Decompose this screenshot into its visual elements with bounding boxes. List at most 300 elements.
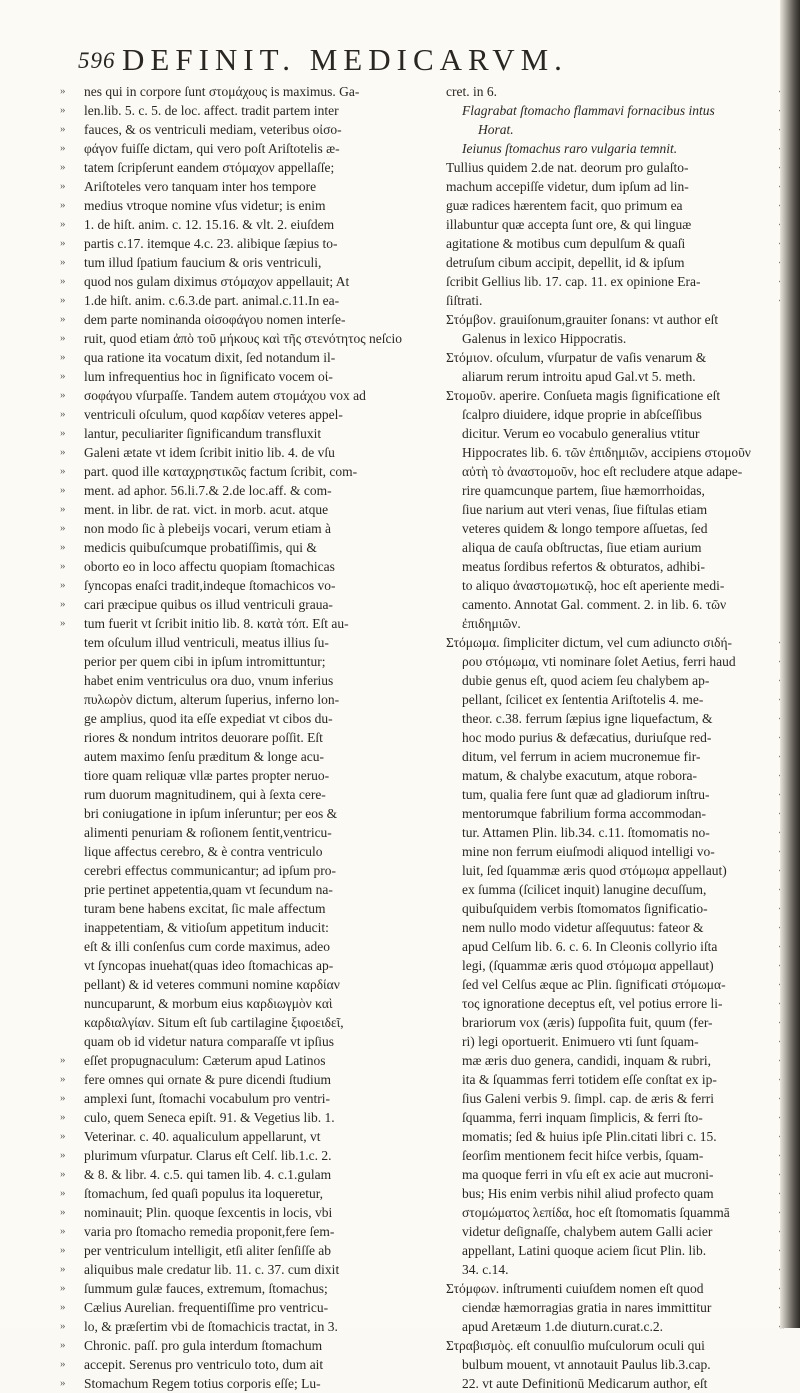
line-text: varia pro ſtomacho remedia proponit,fere ſem-	[84, 1224, 335, 1239]
line-text: bus; His enim verbis nihil aliud profecto quam	[462, 1186, 714, 1201]
line-text: medius vtroque nomine vſus videtur; is enim	[84, 198, 326, 213]
quotation-marker: »	[60, 484, 66, 496]
text-line	[446, 956, 764, 975]
quotation-marker: »	[60, 541, 66, 553]
line-text: ſummum gulæ fauces, extremum, ſtomachus;	[84, 1281, 328, 1296]
quotation-marker: »	[60, 503, 66, 515]
text-line	[84, 804, 436, 823]
line-text: apud Aretæum 1.de diuturn.curat.c.2.	[462, 1319, 663, 1334]
quotation-marker: »	[60, 294, 66, 306]
line-text: ge amplius, quod ita eſſe expediat vt cibos du-	[84, 711, 333, 726]
text-line	[60, 1355, 436, 1374]
text-line	[60, 253, 436, 272]
line-text: tum fuerit vt ſcribit initio lib. 8. κατὰ τόπ. Eſt au-	[84, 616, 349, 631]
line-text: autem maximo ſenſu præditum & longe acu-	[84, 749, 324, 764]
line-text: fauces, & os ventriculi mediam, veteribus οἰσο-	[84, 122, 342, 137]
line-text: ditum, vel ferrum in aciem mucronemue fir-	[462, 749, 701, 764]
line-text: Στόμιον. oſculum, vſurpatur de vaſis venarum &	[446, 350, 707, 365]
text-line	[60, 215, 436, 234]
text-line	[446, 690, 764, 709]
quotation-marker: »	[60, 313, 66, 325]
line-text: Stomachum Regem totius corporis eſſe; Lu-	[84, 1376, 321, 1391]
text-line	[60, 82, 436, 101]
line-text: ex ſumma (ſcilicet inquit) lanugine decuſſum,	[462, 882, 707, 897]
text-line	[446, 595, 764, 614]
text-line	[446, 1070, 764, 1089]
line-text: aliqua de cauſa obſtructas, ſiue etiam aurium	[462, 540, 702, 555]
text-line	[84, 975, 436, 994]
quotation-marker: »	[60, 579, 66, 591]
line-text: cerebri effectus communicantur; ad ipſum pro-	[84, 863, 337, 878]
text-line	[60, 139, 436, 158]
line-text: ſyncopas enaſci tradit,indeque ſtomachicos vo-	[84, 578, 336, 593]
line-text: detruſum cibum accipit, depellit, id & ipſum	[446, 255, 685, 270]
text-line	[60, 614, 436, 633]
quotation-marker: »	[60, 1206, 66, 1218]
text-line	[60, 1241, 436, 1260]
line-text: tum, qualia fere ſunt quæ ad gladiorum inſtru-	[462, 787, 710, 802]
text-line	[60, 1184, 436, 1203]
text-line	[60, 1279, 436, 1298]
text-line	[446, 177, 764, 196]
text-line	[446, 481, 764, 500]
line-text: guæ radices hærentem facit, quo primum ea	[446, 198, 683, 213]
line-text: videtur deſignaſſe, chalybem autem Galli acier	[462, 1224, 713, 1239]
text-line	[84, 823, 436, 842]
line-text: tatem ſcripſerunt eandem στόμαχον appellaſſe;	[84, 160, 335, 175]
text-line	[84, 880, 436, 899]
text-line	[446, 1146, 764, 1165]
text-line	[446, 823, 764, 842]
quotation-marker: »	[60, 1092, 66, 1104]
text-line	[84, 899, 436, 918]
quotation-marker: »	[60, 1282, 66, 1294]
text-line	[446, 671, 764, 690]
line-text: medicis quibuſcumque probatiſſimis, qui &	[84, 540, 317, 555]
line-text: lantur, peculiariter ſignificandum transfluxit	[84, 426, 322, 441]
text-line	[60, 462, 436, 481]
line-text: Cælius Aurelian. frequentiſſime pro ventricu-	[84, 1300, 329, 1315]
text-line	[60, 310, 436, 329]
quotation-marker: »	[60, 1187, 66, 1199]
line-text: ſius Galeni verbis 9. ſimpl. cap. de æris & ferri	[462, 1091, 714, 1106]
line-text: quod nos gulam diximus στόμαχον appellauit; At	[84, 274, 350, 289]
line-text: machum accepiſſe videtur, dum ipſum ad lin-	[446, 179, 689, 194]
line-text: ventriculi oſculum, quod καρδίαν veteres appel-	[84, 407, 343, 422]
text-line	[60, 329, 436, 348]
text-line	[446, 785, 764, 804]
line-text: oborto eo in loco affectu quopiam ſtomachicas	[84, 559, 335, 574]
line-text: theor. c.38. ferrum ſæpius igne liquefactum, &	[462, 711, 713, 726]
text-line	[446, 576, 764, 595]
text-line	[60, 576, 436, 595]
text-line	[446, 937, 764, 956]
text-line	[60, 177, 436, 196]
line-text: eſt & illi conſenſus cum corde maximus, adeo	[84, 939, 330, 954]
quotation-marker: »	[60, 256, 66, 268]
text-line	[84, 842, 436, 861]
page-number: 596	[78, 48, 116, 73]
text-line	[446, 310, 764, 329]
line-text: ita & ſquammas ferri totidem eſſe conſtat ex ip-	[462, 1072, 717, 1087]
text-line	[446, 1051, 764, 1070]
quotation-marker: »	[60, 560, 66, 572]
line-text: aliquibus male credatur lib. 11. c. 37. cum dixit	[84, 1262, 340, 1277]
line-text: matum, & chalybe exacutum, atque robora-	[462, 768, 698, 783]
text-line	[446, 462, 764, 481]
text-line	[446, 424, 764, 443]
line-text: pellant, ſcilicet ex ſententia Ariſtotelis 4. me-	[462, 692, 704, 707]
quotation-marker: »	[60, 332, 66, 344]
text-line	[84, 709, 436, 728]
line-text: apud Celſum lib. 6. c. 6. In Cleonis collyrio iſta	[462, 939, 718, 954]
text-line	[446, 234, 764, 253]
line-text: partis c.17. itemque 4.c. 23. alibique ſæpius to-	[84, 236, 338, 251]
line-text: Hippocrates lib. 6. τῶν ἐπιδημιῶν, accipiens στομοῦν	[462, 445, 751, 460]
text-line	[446, 139, 764, 158]
line-text: inappetentiam, & vitioſum appetitum inducit:	[84, 920, 329, 935]
line-text: dubie genus eſt, quod aciem ſeu chalybem ap-	[462, 673, 710, 688]
text-line	[60, 101, 436, 120]
quotation-marker: »	[60, 1054, 66, 1066]
line-text: 34. c.14.	[462, 1262, 509, 1277]
text-line	[446, 500, 764, 519]
quotation-marker: »	[60, 180, 66, 192]
text-line	[446, 1355, 764, 1374]
line-text: Galeni ætate vt idem ſcribit initio lib. 4. de vſu	[84, 445, 335, 460]
text-line	[446, 519, 764, 538]
text-line	[60, 1127, 436, 1146]
line-text: lique affectus cerebro, & è contra ventriculo	[84, 844, 323, 859]
line-text: veteres quidem & longo tempore aſſuetas, ſed	[462, 521, 708, 536]
line-text: mæ æris duo genera, candidi, inquam & rubri,	[462, 1053, 711, 1068]
text-line	[446, 861, 764, 880]
right-column	[446, 82, 764, 1393]
line-text: momatis; ſed & huius ipſe Plin.citati libri c. 15.	[462, 1129, 717, 1144]
line-text: len.lib. 5. c. 5. de loc. affect. tradit partem inter	[84, 103, 339, 118]
line-text: Veterinar. c. 40. aqualiculum appellarunt, vt	[84, 1129, 321, 1144]
line-text: bri coniugatione in ipſum inſeruntur; per eos &	[84, 806, 338, 821]
text-line	[446, 633, 764, 652]
text-line	[84, 728, 436, 747]
line-text: dicitur. Verum eo vocabulo generalius vtitur	[462, 426, 700, 441]
line-text: lum infrequentius hoc in ſignificato vocem οἰ-	[84, 369, 333, 384]
text-line	[60, 386, 436, 405]
line-text: aliarum rerum introitu apud Gal.vt 5. meth.	[462, 369, 696, 384]
text-line	[446, 1184, 764, 1203]
text-line	[60, 291, 436, 310]
line-text: ſquamma, ferri inquam ſimplicis, & ferri ſto-	[462, 1110, 703, 1125]
line-text: culo, quem Seneca epiſt. 91. & Vegetius lib. 1.	[84, 1110, 335, 1125]
line-text: agitatione & motibus cum depulſum & quaſi	[446, 236, 686, 251]
line-text: ri) legi oportuerit. Enimuero vti ſunt ſquam-	[462, 1034, 699, 1049]
text-line	[446, 918, 764, 937]
line-text: perior per quem cibi in ipſum intromittuntur;	[84, 654, 326, 669]
quotation-marker: »	[60, 1301, 66, 1313]
text-line	[84, 785, 436, 804]
text-line	[60, 481, 436, 500]
text-line	[60, 367, 436, 386]
line-text: lo, & præſertim vbi de ſtomachicis tractat, in 3.	[84, 1319, 338, 1334]
line-text: per ventriculum intelligit, etſi aliter ſenſiſſe ab	[84, 1243, 332, 1258]
text-line	[60, 538, 436, 557]
text-line	[446, 1374, 764, 1393]
text-line	[60, 1317, 436, 1336]
quotation-marker: »	[60, 1358, 66, 1370]
running-header	[78, 40, 768, 76]
quotation-marker: »	[60, 1320, 66, 1332]
line-text: tur. Attamen Plin. lib.34. c.11. ſtomomatis no-	[462, 825, 710, 840]
line-text: tiore quam reliquæ vllæ partes propter neruo-	[84, 768, 330, 783]
line-text: nuncuparunt, & morbum eius καρδιωγμὸν καὶ	[84, 996, 333, 1011]
line-text: nominauit; Plin. quoque ſexcentis in locis, vbi	[84, 1205, 333, 1220]
line-text: ſeorſim mentionem fecit hiſce verbis, ſquam-	[462, 1148, 704, 1163]
quotation-marker: »	[60, 408, 66, 420]
line-text: bulbum mouent, vt annotauit Paulus lib.3.cap.	[462, 1357, 711, 1372]
quotation-marker: »	[60, 237, 66, 249]
line-text: Στραβισμὸς. eſt conuulſio muſculorum oculi qui	[446, 1338, 705, 1353]
quotation-marker: »	[60, 1168, 66, 1180]
line-text: alimenti penuriam & roſionem ſentit,ventricu-	[84, 825, 332, 840]
text-line	[60, 120, 436, 139]
text-line	[60, 1089, 436, 1108]
line-text: Στόμφων. inſtrumenti cuiuſdem nomen eſt quod	[446, 1281, 704, 1296]
line-text: to aliquo ἀναστομωτικῷ, hoc eſt aperiente medi-	[462, 578, 725, 593]
line-text: 1.de hiſt. anim. c.6.3.de part. animal.c.11.In ea-	[84, 293, 340, 308]
quotation-marker: »	[60, 142, 66, 154]
text-line	[446, 1165, 764, 1184]
line-text: αὐτὴ τὸ ἀναστομοῦν, hoc eſt recludere atque adape-	[462, 464, 743, 479]
text-line	[446, 253, 764, 272]
text-line	[446, 1317, 764, 1336]
line-text: ment. in libr. de rat. vict. in morb. acut. atque	[84, 502, 329, 517]
text-line	[60, 1298, 436, 1317]
text-line	[446, 899, 764, 918]
text-line	[446, 405, 764, 424]
text-line	[60, 557, 436, 576]
text-line	[446, 367, 764, 386]
line-text: tum illud ſpatium faucium & oris ventriculi,	[84, 255, 322, 270]
text-line	[60, 1222, 436, 1241]
quotation-marker: »	[60, 1263, 66, 1275]
line-text: dem parte nominanda οἰσοφάγου nomen interſe-	[84, 312, 346, 327]
text-line	[84, 747, 436, 766]
line-text: καρδιαλγίαν. Situm eſt ſub cartilagine ξιφοειδεῖ,	[84, 1015, 344, 1030]
text-line	[446, 1222, 764, 1241]
quotation-marker: »	[60, 123, 66, 135]
text-line	[446, 804, 764, 823]
text-line	[60, 1374, 436, 1393]
line-text: qua ratione ita vocatum dixit, ſed notandum il-	[84, 350, 336, 365]
line-text: Tullius quidem 2.de nat. deorum pro gulaſto-	[446, 160, 689, 175]
line-text: ment. ad aphor. 56.li.7.& 2.de loc.aff. & com-	[84, 483, 332, 498]
text-line	[446, 728, 764, 747]
text-line	[446, 1127, 764, 1146]
quotation-marker: »	[60, 351, 66, 363]
quotation-marker: »	[60, 104, 66, 116]
line-text: nes qui in corpore ſunt στομάχους is maximus. Ga-	[84, 84, 360, 99]
line-text: habet enim ventriculus ora duo, vnum inferius	[84, 673, 334, 688]
quotation-marker: »	[60, 389, 66, 401]
line-text: σοφάγου vſurpaſſe. Tandem autem στομάχου vox ad	[84, 388, 366, 403]
line-text: 1. de hiſt. anim. c. 12. 15.16. & vlt. 2. eiuſdem	[84, 217, 335, 232]
quotation-marker: »	[60, 275, 66, 287]
left-column	[60, 82, 436, 1393]
text-line	[446, 158, 764, 177]
text-line	[446, 101, 764, 120]
text-line	[84, 690, 436, 709]
text-line	[446, 614, 764, 633]
line-text: cret. in 6.	[446, 84, 497, 99]
quotation-marker: »	[60, 522, 66, 534]
text-line	[60, 1146, 436, 1165]
text-line	[446, 120, 764, 139]
line-text: cari præcipue quibus os illud ventriculi graua-	[84, 597, 333, 612]
text-line	[84, 918, 436, 937]
line-text: ruit, quod etiam ἀπὸ τοῦ μήκους καὶ τῆς στενότητος neſcio	[84, 331, 403, 346]
text-line	[446, 880, 764, 899]
text-line	[446, 82, 764, 101]
text-line	[446, 443, 764, 462]
text-line	[446, 1089, 764, 1108]
quotation-marker: »	[60, 1339, 66, 1351]
text-line	[60, 1108, 436, 1127]
text-line	[60, 1203, 436, 1222]
text-line	[446, 215, 764, 234]
quotation-marker: »	[60, 446, 66, 458]
text-line	[446, 766, 764, 785]
text-line	[446, 652, 764, 671]
line-text: pellant) & id veteres communi nomine καρδίαν	[84, 977, 340, 992]
text-line	[446, 1203, 764, 1222]
text-line	[60, 1336, 436, 1355]
text-line	[446, 1032, 764, 1051]
quotation-marker: »	[60, 1130, 66, 1142]
line-text: plurimum vſurpatur. Clarus eſt Celſ. lib.1.c. 2.	[84, 1148, 332, 1163]
text-line	[446, 1336, 764, 1355]
book-spine-shadow	[780, 0, 800, 1328]
quotation-marker: »	[60, 199, 66, 211]
text-line	[60, 1070, 436, 1089]
quotation-marker: »	[60, 1073, 66, 1085]
text-line	[446, 386, 764, 405]
line-text: quam ob id videtur natura comparaſſe vt ipſius	[84, 1034, 335, 1049]
quotation-marker: »	[60, 617, 66, 629]
line-text: Chronic. paſſ. pro gula interdum ſtomachum	[84, 1338, 323, 1353]
text-line	[446, 538, 764, 557]
text-line	[446, 1013, 764, 1032]
text-line	[84, 861, 436, 880]
line-text: part. quod ille καταχρηστικῶς factum ſcribit, com-	[84, 464, 358, 479]
line-text: ſiſtrati.	[446, 293, 483, 308]
quotation-marker: »	[60, 465, 66, 477]
text-line	[60, 1165, 436, 1184]
text-line	[446, 291, 764, 310]
line-text: Στομοῦν. aperire. Conſueta magis ſignificatione eſt	[446, 388, 721, 403]
running-title: DEFINIT. MEDICARVM.	[122, 42, 568, 77]
line-text: ſed vel Celſus æque ac Plin. ſignificati στόμωμα-	[462, 977, 726, 992]
text-line	[446, 975, 764, 994]
quotation-marker: »	[60, 1377, 66, 1389]
line-text: Galenus in lexico Hippocratis.	[462, 331, 627, 346]
line-text: tem oſculum illud ventriculi, meatus illius ſu-	[84, 635, 329, 650]
line-text: φάγον fuiſſe dictam, qui vero poſt Ariſtotelis æ-	[84, 141, 340, 156]
line-text: meatus ſordibus refertos & obturatos, adhibi-	[462, 559, 705, 574]
text-line	[84, 994, 436, 1013]
text-line	[446, 557, 764, 576]
line-text: ſcalpro diuidere, idque proprie in abſceſſibus	[462, 407, 702, 422]
line-text: ἐπιδημιῶν.	[462, 616, 521, 631]
text-line	[60, 234, 436, 253]
line-text: prie pertinet appetentia,quam vt ſecundum na-	[84, 882, 333, 897]
line-text: ſtomachum, ſed quaſi populus ita loqueretur,	[84, 1186, 324, 1201]
line-text: rire quamcunque partem, ſiue hæmorrhoidas,	[462, 483, 705, 498]
line-text: accepit. Serenus pro ventriculo toto, dum ait	[84, 1357, 324, 1372]
quotation-marker: »	[60, 218, 66, 230]
quotation-marker: »	[60, 85, 66, 97]
quotation-marker: »	[60, 1149, 66, 1161]
text-line	[84, 766, 436, 785]
line-text: Ariſtoteles vero tanquam inter hos tempore	[84, 179, 317, 194]
line-text: ρου στόμωμα, vti nominare ſolet Aetius, ferri haud	[462, 654, 736, 669]
line-text: non modo ſic à plebeijs vocari, verum etiam à	[84, 521, 332, 536]
text-line	[84, 671, 436, 690]
quotation-marker: »	[60, 1111, 66, 1123]
text-line	[84, 652, 436, 671]
line-text: ma quoque ferri in vſu eſt ex acie aut mucroni-	[462, 1167, 714, 1182]
text-line	[60, 500, 436, 519]
text-line	[446, 994, 764, 1013]
text-line	[446, 709, 764, 728]
text-line	[446, 329, 764, 348]
line-text: Στόμωμα. ſimpliciter dictum, vel cum adiuncto σιδή-	[446, 635, 732, 650]
quotation-marker: »	[60, 427, 66, 439]
line-text: illabuntur quæ accepta ſunt ore, & qui linguæ	[446, 217, 692, 232]
text-line	[84, 633, 436, 652]
line-text: nem nullo modo videtur aſſequutus: fateor &	[462, 920, 704, 935]
text-line	[60, 158, 436, 177]
line-text: ciendæ hæmorragias gratia in nares immittitur	[462, 1300, 712, 1315]
text-line	[84, 956, 436, 975]
text-line	[60, 196, 436, 215]
text-line	[60, 424, 436, 443]
line-text: Flagrabat ſtomacho flammavi fornacibus intus	[462, 103, 715, 118]
line-text: ſcribit Gellius lib. 17. cap. 11. ex opinione Era-	[446, 274, 701, 289]
line-text: rum duorum magnitudinem, qui à ſexta cere-	[84, 787, 326, 802]
line-text: Ieiunus ſtomachus raro vulgaria temnit.	[462, 141, 678, 156]
text-line	[60, 348, 436, 367]
line-text: quibuſquidem verbis ſtomomatos ſignificatio-	[462, 901, 708, 916]
line-text: mine non ferrum eiuſmodi aliquod intelligi vo-	[462, 844, 715, 859]
text-line	[60, 405, 436, 424]
quotation-marker: »	[60, 161, 66, 173]
text-line	[446, 1260, 764, 1279]
text-line	[60, 1051, 436, 1070]
text-line	[446, 1241, 764, 1260]
quotation-marker: »	[60, 1244, 66, 1256]
line-text: ſiue narium aut vteri venas, ſiue fiſtulas etiam	[462, 502, 708, 517]
line-text: τος ignoratione deceptus eſt, vel potius errore li-	[462, 996, 723, 1011]
text-line	[60, 272, 436, 291]
quotation-marker: »	[60, 1225, 66, 1237]
text-line	[446, 1298, 764, 1317]
text-line	[446, 196, 764, 215]
text-line	[84, 1013, 436, 1032]
line-text: mentorumque fabrilium forma accommodan-	[462, 806, 707, 821]
text-line	[60, 443, 436, 462]
line-text: turam bene habens excitat, ſic male affectum	[84, 901, 326, 916]
text-line	[60, 519, 436, 538]
